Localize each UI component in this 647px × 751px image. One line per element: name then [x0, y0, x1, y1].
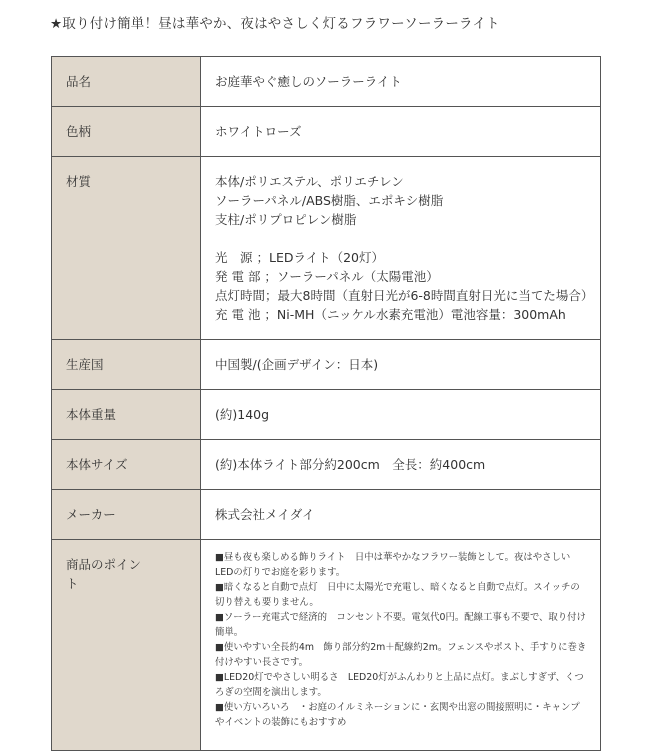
material-spec-line: 点灯時間；最大8時間（直射日光が6-8時間直射日光に当てた場合） [215, 288, 594, 303]
value-material [201, 157, 601, 340]
label-size: 本体サイズ [52, 440, 201, 490]
label-name: 品名 [52, 57, 201, 107]
material-spec-line: 発 電 部 ；ソーラーパネル（太陽電池） [215, 269, 439, 284]
label-weight: 本体重量 [52, 390, 201, 440]
label-maker: メーカー [52, 490, 201, 540]
point-line: ■昼も夜も楽しめる飾りライト 日中は華やかなフラワー装飾として。夜はやさしい [215, 552, 571, 563]
point-line: ■LED20灯でやさしい明るさ LED20灯がふんわりと上品に点灯。まぶしすぎず、くつ [215, 672, 584, 683]
point-line: ■使いやすい全長約4m 飾り部分約2m＋配線約2m。フェンスやポスト、手すりに巻き [215, 642, 587, 653]
point-line: LEDの灯りでお庭を彩ります。 [215, 567, 346, 578]
value-origin: 中国製/(企画デザイン：日本) [201, 340, 601, 390]
page-headline: ★取り付け簡単！昼は華やか、夜はやさしく灯るフラワーソーラーライト [50, 16, 500, 32]
label-points-line: ト [66, 576, 79, 591]
point-line: ろぎの空間を演出します。 [215, 687, 327, 698]
table-row-origin [52, 340, 601, 390]
label-color: 色柄 [52, 107, 201, 157]
table-row-name [52, 57, 601, 107]
table-row-points [52, 540, 601, 751]
table-row-size [52, 440, 601, 490]
spec-table [51, 56, 601, 751]
label-points-line: 商品のポイン [66, 557, 142, 572]
label-points [52, 540, 201, 751]
point-line: 切り替えも要りません。 [215, 597, 319, 608]
point-line: ■使い方いろいろ ・お庭のイルミネーションに・玄関や出窓の間接照明に・キャンプ [215, 702, 580, 713]
material-line: 本体/ポリエステル、ポリエチレン [215, 174, 404, 189]
material-spec-line: 光 源 ；LEDライト（20灯） [215, 250, 384, 265]
value-points [201, 540, 601, 751]
material-line: 支柱/ポリプロピレン樹脂 [215, 212, 357, 227]
material-spec-line: 充 電 池 ；Ni-MH（ニッケル水素充電池）電池容量：300mAh [215, 307, 566, 322]
point-line: 付けやすい長さです。 [215, 657, 308, 668]
value-maker: 株式会社メイダイ [201, 490, 601, 540]
value-color: ホワイトローズ [201, 107, 601, 157]
table-row-weight [52, 390, 601, 440]
point-line: ■ソーラー充電式で経済的 コンセント不要。電気代0円。配線工事も不要で、取り付け [215, 612, 586, 623]
point-line: ■暗くなると自動で点灯 日中に太陽光で充電し、暗くなると自動で点灯。スイッチの [215, 582, 580, 593]
point-line: やイベントの装飾にもおすすめ [215, 717, 347, 728]
value-weight: (約)140g [201, 390, 601, 440]
table-row-maker [52, 490, 601, 540]
spacer [215, 229, 586, 248]
table-row-color [52, 107, 601, 157]
table-row-material [52, 157, 601, 340]
label-material: 材質 [52, 157, 201, 340]
value-name: お庭華やぐ癒しのソーラーライト [201, 57, 601, 107]
material-line: ソーラーパネル/ABS樹脂、エポキシ樹脂 [215, 193, 444, 208]
point-line: 簡単。 [215, 627, 244, 638]
value-size: (約)本体ライト部分約200cm 全長：約400cm [201, 440, 601, 490]
label-origin: 生産国 [52, 340, 201, 390]
